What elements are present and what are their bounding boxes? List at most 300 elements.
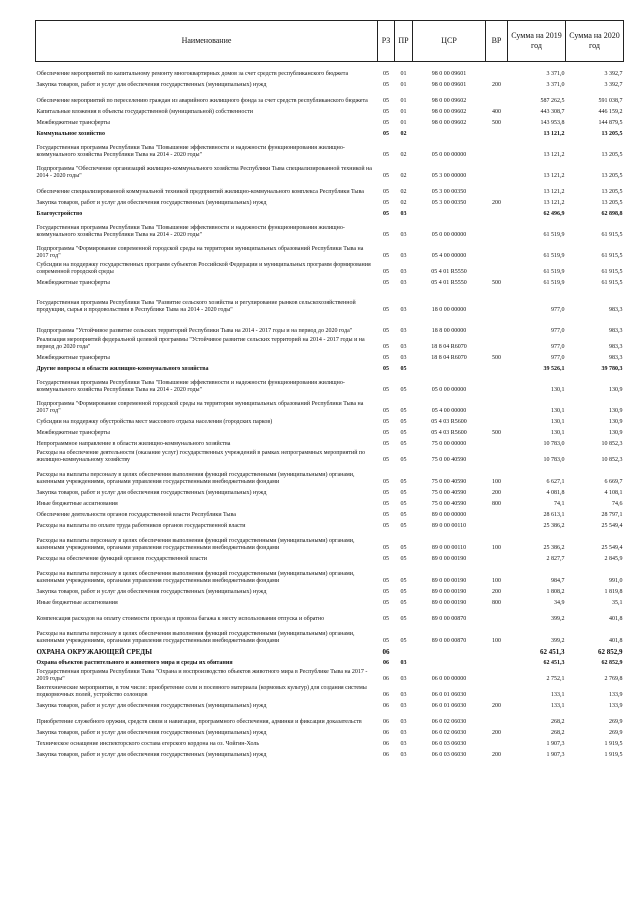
row-vr: 200 — [492, 82, 501, 88]
row-vr: 200 — [492, 200, 501, 206]
row-vr: 200 — [492, 589, 501, 595]
row-name: Межбюджетные трансферты — [36, 355, 110, 361]
row-pr: 03 — [400, 741, 407, 747]
row-name: Расходы на выплаты персоналу в целях обеспечения выполнения функций государственными (муниципальными) органами, казенными учреждениями, органами управления государственными внебюджетными фондами — [36, 538, 355, 551]
row-csr — [413, 127, 486, 138]
table-row — [36, 607, 624, 623]
table-row — [36, 239, 624, 260]
row-name: Капитальные вложения в объекты государственной (муниципальной) собственности — [36, 109, 253, 115]
row-sum-2019: 399,2 — [551, 616, 565, 622]
row-vr — [486, 218, 508, 239]
row-sum-2019: 133,1 — [551, 692, 565, 698]
row-vr — [486, 683, 508, 699]
row-sum-2019: 39 526,1 — [543, 366, 565, 372]
row-vr — [486, 89, 508, 105]
row-sum-2020: 983,3 — [609, 344, 623, 350]
row-vr — [486, 519, 508, 530]
row-sum-2019: 977,0 — [551, 328, 565, 334]
table-row — [36, 437, 624, 448]
table-row — [36, 426, 624, 437]
row-sum-2020: 130,9 — [609, 430, 623, 436]
row-sum-2019: 6 627,1 — [546, 479, 565, 485]
row-vr — [486, 667, 508, 683]
row-csr: 05 4 03 R5600 — [431, 430, 467, 436]
row-pr: 03 — [400, 703, 407, 709]
row-rz: 05 — [383, 545, 389, 551]
row-csr: 18 8 00 00000 — [431, 328, 467, 334]
row-sum-2019: 34,9 — [554, 600, 565, 606]
row-vr — [486, 159, 508, 180]
budget-table — [35, 20, 624, 759]
row-rz: 05 — [383, 109, 389, 115]
row-name: Техническое оснащение инспекторского состава егерского кордона на оз. Чойгин-Холь — [36, 741, 260, 747]
row-vr: 800 — [492, 501, 501, 507]
row-pr: 05 — [400, 545, 407, 551]
row-vr — [486, 607, 508, 623]
row-name: Обеспечение специализированной коммунальной техникой предприятий жилищно-коммунального комплекса Республики Тыва — [36, 189, 364, 195]
row-sum-2019: 984,7 — [551, 578, 565, 584]
row-rz: 06 — [383, 692, 389, 698]
row-name: Биотехнические мероприятия, в том числе: приобретение соли и посевного материала (кормовых культур) для создания системы подкормочных полей, устройство солонцов — [36, 685, 367, 698]
header-sum-2020: Сумма на 2020 год — [566, 21, 624, 62]
table-row — [36, 699, 624, 710]
row-rz: 05 — [383, 253, 389, 259]
row-sum-2019: 62 451,3 — [543, 660, 565, 666]
row-csr: 98 0 00 09602 — [431, 109, 467, 115]
table-row — [36, 335, 624, 351]
row-sum-2019: 268,2 — [551, 719, 565, 725]
row-sum-2020: 269,9 — [609, 719, 623, 725]
row-csr: 89 0 00 00190 — [431, 556, 467, 562]
table-row — [36, 159, 624, 180]
row-sum-2020: 1 819,8 — [604, 589, 623, 595]
row-rz: 06 — [383, 752, 389, 758]
row-pr: 05 — [400, 430, 407, 436]
row-sum-2019: 130,1 — [551, 387, 565, 393]
row-rz: 05 — [383, 578, 389, 584]
row-vr: 200 — [492, 490, 501, 496]
row-name: Обеспечение мероприятий по переселению граждан из аварийного жилищного фонда за счет средств республиканского бюджета — [36, 98, 368, 104]
row-sum-2019: 399,2 — [551, 638, 565, 644]
row-sum-2020: 1 919,5 — [604, 741, 623, 747]
row-vr — [486, 335, 508, 351]
table-row — [36, 508, 624, 519]
table-row — [36, 260, 624, 276]
row-csr: 89 0 00 00190 — [431, 600, 467, 606]
row-sum-2020: 2 769,8 — [604, 676, 623, 682]
row-sum-2020: 62 898,8 — [601, 211, 623, 217]
row-name: Иные бюджетные ассигнования — [36, 501, 118, 507]
row-name: Расходы на выплаты персоналу в целях обеспечения выполнения функций государственными (муниципальными) органами, казенными учреждениями, органами управления государственными внебюджетными фондами — [36, 472, 355, 485]
row-name: Непрограммное направление в области жилищно-коммунального хозяйства — [36, 441, 231, 447]
row-pr: 05 — [400, 578, 407, 584]
table-row — [36, 207, 624, 218]
row-name: Расходы на выплаты по оплате труда работников органов государственной власти — [36, 523, 246, 529]
row-rz: 06 — [383, 660, 389, 666]
row-sum-2019: 2 752,1 — [546, 676, 565, 682]
row-rz: 05 — [383, 189, 389, 195]
row-pr: 05 — [400, 387, 407, 393]
table-row — [36, 710, 624, 726]
row-rz: 05 — [383, 328, 389, 334]
row-sum-2019: 587 262,5 — [540, 98, 565, 104]
row-pr: 03 — [400, 692, 407, 698]
row-rz: 05 — [383, 232, 389, 238]
row-name: Закупка товаров, работ и услуг для обеспечения государственных (муниципальных) нужд — [36, 730, 267, 736]
table-row — [36, 623, 624, 645]
row-pr: 03 — [400, 232, 407, 238]
row-vr — [486, 207, 508, 218]
row-rz: 05 — [383, 131, 389, 137]
row-sum-2019: 133,1 — [551, 703, 565, 709]
row-vr — [486, 260, 508, 276]
row-csr: 05 4 01 R5550 — [431, 269, 467, 275]
row-csr — [413, 362, 486, 373]
row-csr — [413, 656, 486, 667]
row-pr: 03 — [400, 676, 407, 682]
row-rz: 06 — [383, 741, 389, 747]
row-name: Обеспечение деятельности органов государственной власти Республики Тыва — [36, 512, 236, 518]
row-csr: 05 3 00 00350 — [431, 200, 467, 206]
row-csr: 75 0 00 40590 — [431, 479, 467, 485]
row-name: Закупка товаров, работ и услуг для обеспечения государственных (муниципальных) нужд — [36, 490, 267, 496]
row-sum-2020: 591 038,7 — [598, 98, 623, 104]
row-name: Компенсация расходов на оплату стоимости проезда и провоза багажа к месту использования отпуска и обратно — [36, 616, 325, 622]
row-sum-2019: 13 121,2 — [543, 152, 565, 158]
row-name: Закупка товаров, работ и услуг для обеспечения государственных (муниципальных) нужд — [36, 82, 267, 88]
row-vr — [486, 62, 508, 79]
row-pr: 01 — [400, 98, 407, 104]
row-pr: 03 — [400, 280, 407, 286]
row-rz: 05 — [383, 152, 389, 158]
table-row — [36, 105, 624, 116]
row-pr: 01 — [400, 82, 407, 88]
row-sum-2020: 130,9 — [609, 419, 623, 425]
row-sum-2019: 61 519,9 — [543, 280, 565, 286]
row-vr: 400 — [492, 109, 501, 115]
row-rz: 05 — [383, 173, 389, 179]
row-rz: 05 — [383, 523, 389, 529]
table-row — [36, 645, 624, 656]
row-rz: 06 — [383, 703, 389, 709]
row-pr: 05 — [400, 408, 407, 414]
row-name: Подпрограмма "Формирование современной городской среды на территории муниципальных образований Республики Тыва на 2017 год" — [36, 246, 364, 259]
row-csr: 75 0 00 40590 — [431, 457, 467, 463]
row-pr: 03 — [400, 253, 407, 259]
row-sum-2020: 6 669,7 — [604, 479, 623, 485]
row-csr: 06 0 01 06030 — [431, 703, 467, 709]
row-csr: 06 0 03 06030 — [431, 741, 467, 747]
row-sum-2020: 10 852,3 — [601, 457, 623, 463]
row-rz: 05 — [383, 479, 389, 485]
row-sum-2020: 39 780,3 — [601, 366, 623, 372]
row-sum-2019: 1 808,2 — [546, 589, 565, 595]
row-pr: 05 — [400, 501, 407, 507]
row-pr: 01 — [400, 120, 407, 126]
row-sum-2020: 13 205,5 — [601, 189, 623, 195]
row-sum-2019: 10 783,0 — [543, 441, 565, 447]
row-csr: 89 0 00 00190 — [431, 578, 467, 584]
row-sum-2019: 977,0 — [551, 355, 565, 361]
row-vr — [486, 737, 508, 748]
row-rz: 05 — [383, 638, 389, 644]
row-vr: 500 — [492, 120, 501, 126]
row-pr: 05 — [400, 441, 407, 447]
table-row — [36, 448, 624, 464]
table-row — [36, 351, 624, 362]
row-sum-2020: 10 852,3 — [601, 441, 623, 447]
row-sum-2019: 4 081,8 — [546, 490, 565, 496]
row-csr: 05 4 01 R5550 — [431, 280, 467, 286]
row-name: Благоустройство — [36, 211, 83, 217]
table-row — [36, 563, 624, 585]
row-csr: 89 0 00 00110 — [431, 523, 467, 529]
row-sum-2020: 28 797,1 — [601, 512, 623, 518]
header-name: Наименование — [36, 21, 378, 62]
row-csr: 18 8 04 R6070 — [431, 355, 467, 361]
table-row — [36, 748, 624, 759]
table-row — [36, 596, 624, 607]
row-sum-2020: 35,1 — [612, 600, 623, 606]
row-name: Государственная программа Республики Тыва "Развитие сельского хозяйства и регулирование рынков сельскохозяйственной продукции, сырья и продовольствия в Республике Тыва на 2014 - 2020 годы" — [36, 300, 356, 313]
row-csr: 05 0 00 00000 — [431, 232, 467, 238]
row-sum-2019: 3 371,0 — [546, 71, 565, 77]
row-sum-2020: 2 845,9 — [604, 556, 623, 562]
row-csr — [413, 207, 486, 218]
row-sum-2020: 3 392,7 — [604, 71, 623, 77]
row-sum-2019: 130,1 — [551, 430, 565, 436]
table-row — [36, 362, 624, 373]
row-sum-2020: 74,6 — [612, 501, 623, 507]
row-sum-2020: 13 205,5 — [601, 131, 623, 137]
row-pr: 05 — [400, 457, 407, 463]
table-row — [36, 196, 624, 207]
row-csr: 06 0 03 06030 — [431, 752, 467, 758]
row-sum-2019: 13 121,2 — [543, 131, 565, 137]
row-pr: 05 — [400, 556, 407, 562]
row-vr: 100 — [492, 545, 501, 551]
row-rz: 05 — [383, 490, 389, 496]
row-name: Обеспечение мероприятий по капитальному ремонту многоквартирных домов за счет средств республиканского бюджета — [36, 71, 349, 77]
header-csr: ЦСР — [413, 21, 486, 62]
row-pr: 03 — [400, 328, 407, 334]
row-sum-2019: 3 371,0 — [546, 82, 565, 88]
row-vr: 200 — [492, 703, 501, 709]
row-vr — [486, 508, 508, 519]
row-sum-2019: 1 907,3 — [546, 752, 565, 758]
row-rz: 06 — [383, 676, 389, 682]
row-sum-2020: 62 852,9 — [601, 660, 623, 666]
row-sum-2019: 62 496,9 — [543, 211, 565, 217]
row-vr — [486, 710, 508, 726]
row-vr — [486, 552, 508, 563]
row-vr — [486, 437, 508, 448]
row-csr: 89 0 00 00870 — [431, 616, 467, 622]
row-csr: 05 4 03 R5600 — [431, 419, 467, 425]
row-csr: 05 3 00 00350 — [431, 189, 467, 195]
row-pr — [395, 645, 413, 656]
row-pr: 03 — [400, 355, 407, 361]
row-pr: 02 — [400, 200, 407, 206]
row-name: Расходы на обеспечение функций органов государственной власти — [36, 556, 207, 562]
row-sum-2020: 3 392,7 — [604, 82, 623, 88]
row-rz: 05 — [383, 71, 389, 77]
table-row — [36, 394, 624, 415]
row-sum-2020: 62 852,9 — [598, 648, 623, 656]
row-pr: 03 — [400, 752, 407, 758]
row-rz: 05 — [383, 616, 389, 622]
row-name: Межбюджетные трансферты — [36, 430, 110, 436]
row-sum-2020: 401,8 — [609, 616, 623, 622]
row-sum-2020: 401,8 — [609, 638, 623, 644]
row-rz: 05 — [383, 441, 389, 447]
row-name: Расходы на выплаты персоналу в целях обеспечения выполнения функций государственными (муниципальными) органами, казенными учреждениями, органами управления государственными внебюджетными фондами — [36, 571, 355, 584]
row-vr — [486, 287, 508, 314]
row-rz: 05 — [383, 344, 389, 350]
row-sum-2020: 130,9 — [609, 387, 623, 393]
row-vr — [486, 394, 508, 415]
row-sum-2019: 2 827,7 — [546, 556, 565, 562]
row-name: Субсидии на поддержку обустройства мест массового отдыха населения (городских парков) — [36, 419, 273, 425]
table-row — [36, 656, 624, 667]
row-sum-2020: 991,0 — [609, 578, 623, 584]
row-csr: 75 0 00 00000 — [431, 441, 467, 447]
row-name: Реализация мероприятий федеральной целевой программы "Устойчивое развитие сельских территорий на 2014 - 2017 годы и на период до 2020 года" — [36, 337, 365, 350]
row-pr: 03 — [400, 660, 407, 666]
row-sum-2019: 25 386,2 — [543, 523, 565, 529]
row-sum-2019: 61 519,9 — [543, 253, 565, 259]
row-rz: 05 — [383, 408, 389, 414]
row-rz: 05 — [383, 200, 389, 206]
row-name: Закупка товаров, работ и услуг для обеспечения государственных (муниципальных) нужд — [36, 589, 267, 595]
row-vr: 500 — [492, 430, 501, 436]
row-vr — [486, 656, 508, 667]
row-pr: 03 — [400, 307, 407, 313]
row-sum-2020: 25 549,4 — [601, 545, 623, 551]
row-csr: 06 0 00 00000 — [431, 676, 467, 682]
row-vr — [486, 448, 508, 464]
row-csr: 06 0 01 06030 — [431, 692, 467, 698]
table-row — [36, 552, 624, 563]
row-csr: 18 0 00 00000 — [431, 307, 467, 313]
table-row — [36, 78, 624, 89]
table-row — [36, 464, 624, 486]
row-vr: 100 — [492, 638, 501, 644]
header-rz: РЗ — [378, 21, 395, 62]
row-name: Государственная программа Республики Тыва "Повышение эффективности и надежности функционирования жилищно-коммунального хозяйства Республики Тыва на 2014 - 2020 годы" — [36, 145, 345, 158]
row-rz: 05 — [383, 501, 389, 507]
row-sum-2020: 4 108,1 — [604, 490, 623, 496]
row-vr — [486, 180, 508, 196]
row-sum-2019: 443 308,7 — [540, 109, 565, 115]
row-sum-2020: 133,9 — [609, 703, 623, 709]
row-rz: 05 — [383, 98, 389, 104]
row-name: Расходы на обеспечение деятельности (оказание услуг) государственных учреждений в рамках непрограммных мероприятий по жилищно-коммунальному хозяйству — [36, 450, 366, 463]
row-rz: 05 — [383, 280, 389, 286]
row-name: Иные бюджетные ассигнования — [36, 600, 118, 606]
row-sum-2020: 446 159,2 — [598, 109, 623, 115]
row-vr: 500 — [492, 355, 501, 361]
row-pr: 05 — [400, 419, 407, 425]
row-csr: 98 0 00 09601 — [431, 71, 467, 77]
row-pr: 02 — [400, 131, 407, 137]
header-pr: ПР — [395, 21, 413, 62]
row-pr: 05 — [400, 638, 407, 644]
row-name: ОХРАНА ОКРУЖАЮЩЕЙ СРЕДЫ — [36, 648, 152, 656]
header-vr: ВР — [486, 21, 508, 62]
row-csr: 05 4 00 00000 — [431, 408, 467, 414]
row-rz: 05 — [383, 82, 389, 88]
row-vr — [486, 138, 508, 159]
row-csr: 06 0 02 06030 — [431, 730, 467, 736]
table-row — [36, 737, 624, 748]
row-name: Подпрограмма "Формирование современной городской среды на территории муниципальных образований Республики Тыва на 2017 год" — [36, 401, 364, 414]
row-name: Подпрограмма "Устойчивое развитие сельских территорий Республики Тыва на 2014 - 2017 годы и на период до 2020 года" — [36, 328, 353, 334]
row-rz: 05 — [383, 307, 389, 313]
row-name: Другие вопросы в области жилищно-коммунального хозяйства — [36, 366, 209, 372]
row-pr: 03 — [400, 344, 407, 350]
row-sum-2020: 13 205,5 — [601, 152, 623, 158]
row-pr: 01 — [400, 109, 407, 115]
row-pr: 03 — [400, 730, 407, 736]
table-row — [36, 497, 624, 508]
row-sum-2019: 130,1 — [551, 408, 565, 414]
row-csr: 98 0 00 09601 — [431, 82, 467, 88]
row-pr: 05 — [400, 366, 407, 372]
row-sum-2020: 13 205,5 — [601, 200, 623, 206]
row-rz: 06 — [383, 719, 389, 725]
table-row — [36, 276, 624, 287]
row-name: Межбюджетные трансферты — [36, 280, 110, 286]
row-sum-2019: 977,0 — [551, 307, 565, 313]
table-row — [36, 373, 624, 394]
table-row — [36, 62, 624, 79]
table-row — [36, 287, 624, 314]
row-rz: 05 — [383, 355, 389, 361]
row-name: Коммунальное хозяйство — [36, 131, 105, 137]
row-rz: 06 — [383, 730, 389, 736]
row-pr: 03 — [400, 269, 407, 275]
row-rz: 05 — [383, 600, 389, 606]
row-pr: 03 — [400, 719, 407, 725]
row-sum-2019: 61 519,9 — [543, 232, 565, 238]
table-row — [36, 218, 624, 239]
header-sum-2019: Сумма на 2019 год — [508, 21, 566, 62]
row-vr — [486, 645, 508, 656]
table-row — [36, 89, 624, 105]
row-csr: 05 3 00 00000 — [431, 173, 467, 179]
row-sum-2020: 144 879,5 — [598, 120, 623, 126]
row-sum-2019: 28 613,1 — [543, 512, 565, 518]
row-csr: 06 0 02 06030 — [431, 719, 467, 725]
row-csr: 05 0 00 00000 — [431, 387, 467, 393]
row-rz: 05 — [383, 211, 389, 217]
row-vr: 100 — [492, 479, 501, 485]
row-vr — [486, 314, 508, 335]
row-sum-2019: 62 451,3 — [540, 648, 565, 656]
row-csr: 89 0 00 00000 — [431, 512, 467, 518]
row-sum-2019: 268,2 — [551, 730, 565, 736]
row-name: Государственная программа Республики Тыва "Охрана и воспроизводство объектов животного мира в Республике Тыва на 2017 - 2019 годы" — [36, 669, 368, 682]
row-pr: 05 — [400, 600, 407, 606]
row-name: Закупка товаров, работ и услуг для обеспечения государственных (муниципальных) нужд — [36, 703, 267, 709]
row-csr: 75 0 00 40590 — [431, 490, 467, 496]
row-sum-2020: 25 549,4 — [601, 523, 623, 529]
row-csr: 98 0 00 09602 — [431, 120, 467, 126]
table-row — [36, 530, 624, 552]
row-vr: 800 — [492, 600, 501, 606]
table-row — [36, 519, 624, 530]
